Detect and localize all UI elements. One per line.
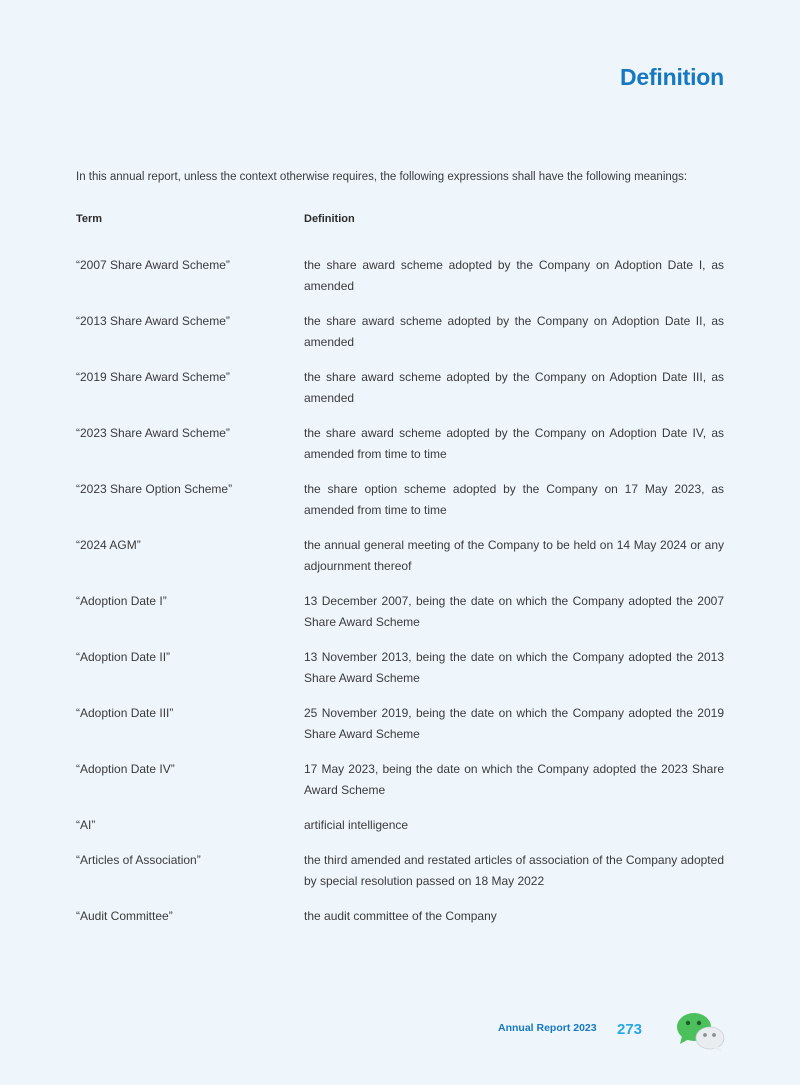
definition-cell: the share award scheme adopted by the Company on Adoption Date I, as amended [304, 258, 724, 293]
definition-cell: the third amended and restated articles of association of the Company adopted by special resolution passed on 18 May 2022 [304, 853, 724, 888]
definition-cell: 17 May 2023, being the date on which the Company adopted the 2023 Share Award Scheme [304, 762, 724, 797]
definition-cell: 13 December 2007, being the date on which the Company adopted the 2007 Share Award Scheme [304, 594, 724, 629]
term-cell: “AI” [76, 818, 96, 832]
table-row [76, 367, 724, 423]
page-title: Definition [619, 64, 724, 90]
term-cell: “Adoption Date III” [76, 706, 174, 720]
term-cell: “2007 Share Award Scheme” [76, 258, 230, 272]
term-cell: “Adoption Date II” [76, 650, 171, 664]
table-row [76, 815, 724, 850]
table-row [76, 647, 724, 703]
table-row [76, 479, 724, 535]
term-cell: “2023 Share Award Scheme” [76, 426, 230, 440]
definition-cell: the audit committee of the Company [304, 909, 497, 923]
definition-cell: the share award scheme adopted by the Company on Adoption Date II, as amended [304, 314, 724, 349]
table-row [76, 311, 724, 367]
footer-report-label: Annual Report 2023 [498, 1022, 597, 1034]
intro-paragraph: In this annual report, unless the context otherwise requires, the following expressions shall have the following meanings: [76, 171, 688, 183]
term-cell: “Adoption Date I” [76, 594, 167, 608]
table-row [76, 759, 724, 815]
definition-table [76, 255, 724, 941]
table-row [76, 535, 724, 591]
page-number: 273 [617, 1021, 643, 1038]
table-row [76, 906, 724, 941]
term-cell: “2013 Share Award Scheme” [76, 314, 230, 328]
term-cell: “Adoption Date IV” [76, 762, 175, 776]
term-cell: “Audit Committee” [76, 909, 173, 923]
term-cell: “2019 Share Award Scheme” [76, 370, 230, 384]
table-row [76, 703, 724, 759]
term-cell: “2023 Share Option Scheme” [76, 482, 233, 496]
definition-cell: artificial intelligence [304, 818, 409, 832]
definition-cell: the annual general meeting of the Company to be held on 14 May 2024 or any adjournment thereof [304, 538, 724, 573]
definition-cell: the share award scheme adopted by the Company on Adoption Date IV, as amended from time to time [304, 426, 724, 461]
table-row [76, 423, 724, 479]
table-row [76, 255, 724, 311]
definition-cell: the share option scheme adopted by the Company on 17 May 2023, as amended from time to time [304, 482, 724, 517]
definition-cell: the share award scheme adopted by the Company on Adoption Date III, as amended [304, 370, 724, 405]
wechat-logo-icon [674, 1010, 726, 1052]
definition-cell: 13 November 2013, being the date on which the Company adopted the 2013 Share Award Scheme [304, 650, 724, 685]
table-row [76, 850, 724, 906]
column-header-term: Term [76, 213, 103, 225]
term-cell: “2024 AGM” [76, 538, 141, 552]
term-cell: “Articles of Association” [76, 853, 201, 867]
column-header-definition: Definition [304, 213, 355, 225]
table-row [76, 591, 724, 647]
definition-cell: 25 November 2019, being the date on which the Company adopted the 2019 Share Award Scheme [304, 706, 724, 741]
